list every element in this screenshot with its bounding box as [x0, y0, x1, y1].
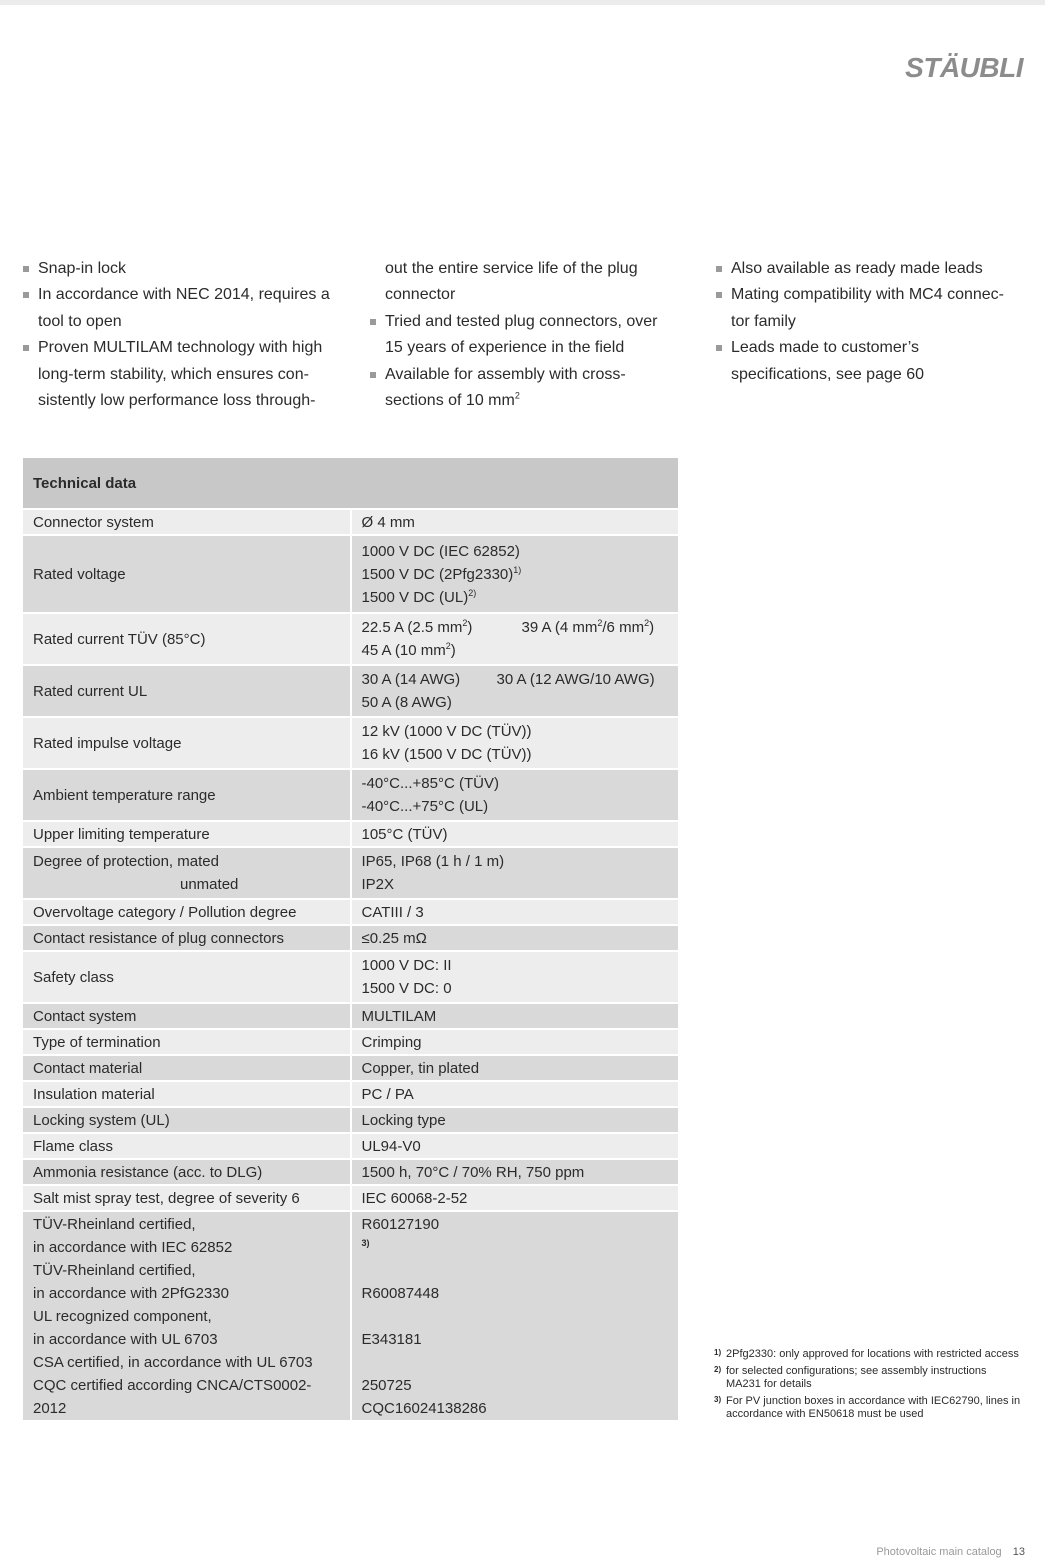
row-label: Ammonia resistance (acc. to DLG): [23, 1159, 351, 1185]
table-row: [23, 1029, 678, 1055]
page-footer: [876, 1546, 1025, 1558]
value-line: 1500 V DC: 0: [361, 980, 452, 997]
certification-labels: [23, 1211, 351, 1421]
feature-item: sections of 10 $mm^2$: [385, 390, 520, 410]
value-line: 22.5 A (2.5 $mm^2$) 39 A (4 $mm^2/6$ $mm^2$): [361, 618, 655, 636]
row-value: [351, 613, 679, 665]
row-label: Safety class: [23, 951, 351, 1003]
value-line: 1500 V DC (UL)$^{2)}$: [361, 587, 477, 606]
row-value: PC / PA: [351, 1081, 679, 1107]
feature-item: sistently low performance loss through-: [38, 392, 316, 410]
value-line: 1500 V DC $(2Pfg2330)^{1)}$: [361, 564, 522, 583]
feature-item: Proven MULTILAM technology with high: [23, 335, 353, 361]
certification-values: [351, 1211, 679, 1421]
row-label: Rated current TÜV (85°C): [23, 613, 351, 665]
cert-label-line: CQC certified according CNCA/CTS0002-2012: [33, 1376, 312, 1417]
table-row: [23, 899, 678, 925]
row-label: Connector system: [23, 509, 351, 535]
feature-item: long-term stability, which ensures con-: [38, 365, 309, 383]
row-value: MULTILAM: [351, 1003, 679, 1029]
table-row: [23, 951, 678, 1003]
table-title: Technical data: [23, 458, 678, 509]
table-header-row: [23, 458, 678, 509]
staubli-logo: STÄUBLI: [905, 52, 1023, 83]
table-row: [23, 1133, 678, 1159]
cert-value-line: CQC16024138286: [361, 1399, 487, 1417]
feature-list: [23, 256, 353, 414]
feature-item: tor family: [731, 312, 796, 330]
row-label: Flame class: [23, 1133, 351, 1159]
cert-value-line: R60127190 $^{3)}$: [361, 1215, 440, 1248]
certifications-row: [23, 1211, 678, 1421]
feature-item: 15 years of experience in the field: [385, 339, 625, 357]
row-label: Contact material: [23, 1055, 351, 1081]
table-row: [23, 1159, 678, 1185]
value-line: 1000 V DC (IEC 62852): [361, 542, 520, 560]
table-row: [23, 535, 678, 613]
value-line: 16 kV (1500 V DC (TÜV)): [361, 746, 532, 763]
row-label: Locking system (UL): [23, 1107, 351, 1133]
table-row: [23, 1185, 678, 1211]
value-line: 50 A (8 AWG): [361, 694, 452, 711]
value-line: -40°C...+85°C (TÜV): [361, 775, 499, 792]
feature-item: Available for assembly with cross-: [370, 362, 680, 388]
footnotes: [714, 1348, 1024, 1425]
footnote: 1) 2Pfg2330: only approved for locations with restricted access: [714, 1348, 1019, 1360]
cert-value-line: [362, 1351, 669, 1374]
top-rule: [0, 0, 1045, 5]
cert-label-line: TÜV-Rheinland certified,: [33, 1261, 196, 1279]
row-value: [351, 535, 679, 613]
value-line: IP65, IP68 (1 h / 1 m): [361, 853, 505, 870]
table-row: [23, 665, 678, 717]
features-column-2: [370, 256, 680, 414]
row-label: Contact system: [23, 1003, 351, 1029]
row-label: Ambient temperature range: [23, 769, 351, 821]
row-value: ≤0.25 mΩ: [351, 925, 679, 951]
table-row: [23, 717, 678, 769]
feature-item: Mating compatibility with MC4 connec-: [716, 282, 1026, 308]
row-value: Locking type: [351, 1107, 679, 1133]
cert-value-line: R60087448: [361, 1284, 440, 1302]
value-line: 1000 V DC: II: [361, 957, 452, 974]
row-label: Rated current UL: [23, 665, 351, 717]
feature-list: [370, 256, 680, 414]
feature-item: out the entire service life of the plug: [385, 260, 638, 277]
table-row: [23, 1081, 678, 1107]
table-row: [23, 1055, 678, 1081]
row-label: Overvoltage category / Pollution degree: [23, 899, 351, 925]
value-line: -40°C...+75°C (UL): [361, 798, 489, 815]
table-row: [23, 847, 678, 899]
cert-label-line: TÜV-Rheinland certified,: [33, 1215, 196, 1233]
row-value: Crimping: [351, 1029, 679, 1055]
row-value: [351, 951, 679, 1003]
page-number: 13: [1012, 1546, 1025, 1558]
row-label: Type of termination: [23, 1029, 351, 1055]
row-value: 105°C (TÜV): [351, 821, 679, 847]
technical-data-table: [23, 458, 678, 1422]
feature-item: Snap-in lock: [23, 256, 353, 282]
row-value: [351, 717, 679, 769]
feature-item: connector: [385, 286, 456, 304]
table-row: [23, 821, 678, 847]
table-row: [23, 925, 678, 951]
row-value: Ø 4 mm: [351, 509, 679, 535]
row-label: Upper limiting temperature: [23, 821, 351, 847]
table-row: [23, 613, 678, 665]
value-line: 45 A (10 $mm^2$): [361, 641, 456, 659]
row-value: 1500 h, 70°C / 70% RH, 750 ppm: [351, 1159, 679, 1185]
feature-item: Leads made to customer’s: [716, 335, 1026, 361]
row-value: [351, 847, 679, 899]
cert-value-line: [362, 1305, 669, 1328]
row-label: Contact resistance of plug connectors: [23, 925, 351, 951]
cert-label-line: CSA certified, in accordance with UL 6703: [33, 1353, 313, 1371]
row-value: UL94-V0: [351, 1133, 679, 1159]
cert-value-line: [362, 1259, 669, 1282]
row-value: Copper, tin plated: [351, 1055, 679, 1081]
row-label: Insulation material: [23, 1081, 351, 1107]
table-row: [23, 1107, 678, 1133]
catalog-name: Photovoltaic main catalog: [876, 1546, 1002, 1558]
row-value: [351, 769, 679, 821]
feature-item: In accordance with NEC 2014, requires a: [23, 282, 353, 308]
footnote: 2) for selected configurations; see assembly instructions MA231 for details: [714, 1365, 987, 1390]
row-value: [351, 665, 679, 717]
row-value: IEC 60068-2-52: [351, 1185, 679, 1211]
row-label: Degree of protection, mated unmated: [23, 847, 351, 899]
cert-value-line: 250725: [361, 1376, 412, 1394]
value-line: 30 A (14 AWG) 30 A (12 AWG/10 AWG): [361, 671, 655, 688]
cert-value-line: E343181: [361, 1330, 422, 1348]
cert-label-line: in accordance with 2PfG2330: [33, 1284, 229, 1302]
table-row: [23, 769, 678, 821]
feature-item: specifications, see page 60: [731, 365, 925, 383]
table-row: [23, 509, 678, 535]
row-value: CATIII / 3: [351, 899, 679, 925]
feature-item: tool to open: [38, 312, 122, 330]
row-label: Rated impulse voltage: [23, 717, 351, 769]
feature-item: Also available as ready made leads: [716, 256, 1026, 282]
features-column-3: [716, 256, 1026, 388]
features-column-1: [23, 256, 353, 414]
feature-item: Tried and tested plug connectors, over: [370, 309, 680, 335]
value-line: 12 kV (1000 V DC (TÜV)): [361, 723, 532, 740]
cert-label-line: in accordance with IEC 62852: [33, 1238, 233, 1256]
cert-label-line: in accordance with UL 6703: [33, 1330, 218, 1348]
row-label: Salt mist spray test, degree of severity 6: [23, 1185, 351, 1211]
value-line: IP2X: [361, 876, 395, 893]
cert-label-line: UL recognized component,: [33, 1307, 212, 1325]
feature-list: [716, 256, 1026, 388]
footnote: 3) For PV junction boxes in accordance with IEC62790, lines in accordance with EN50618 must be used: [714, 1395, 1021, 1420]
table-row: [23, 1003, 678, 1029]
row-label: Rated voltage: [23, 535, 351, 613]
